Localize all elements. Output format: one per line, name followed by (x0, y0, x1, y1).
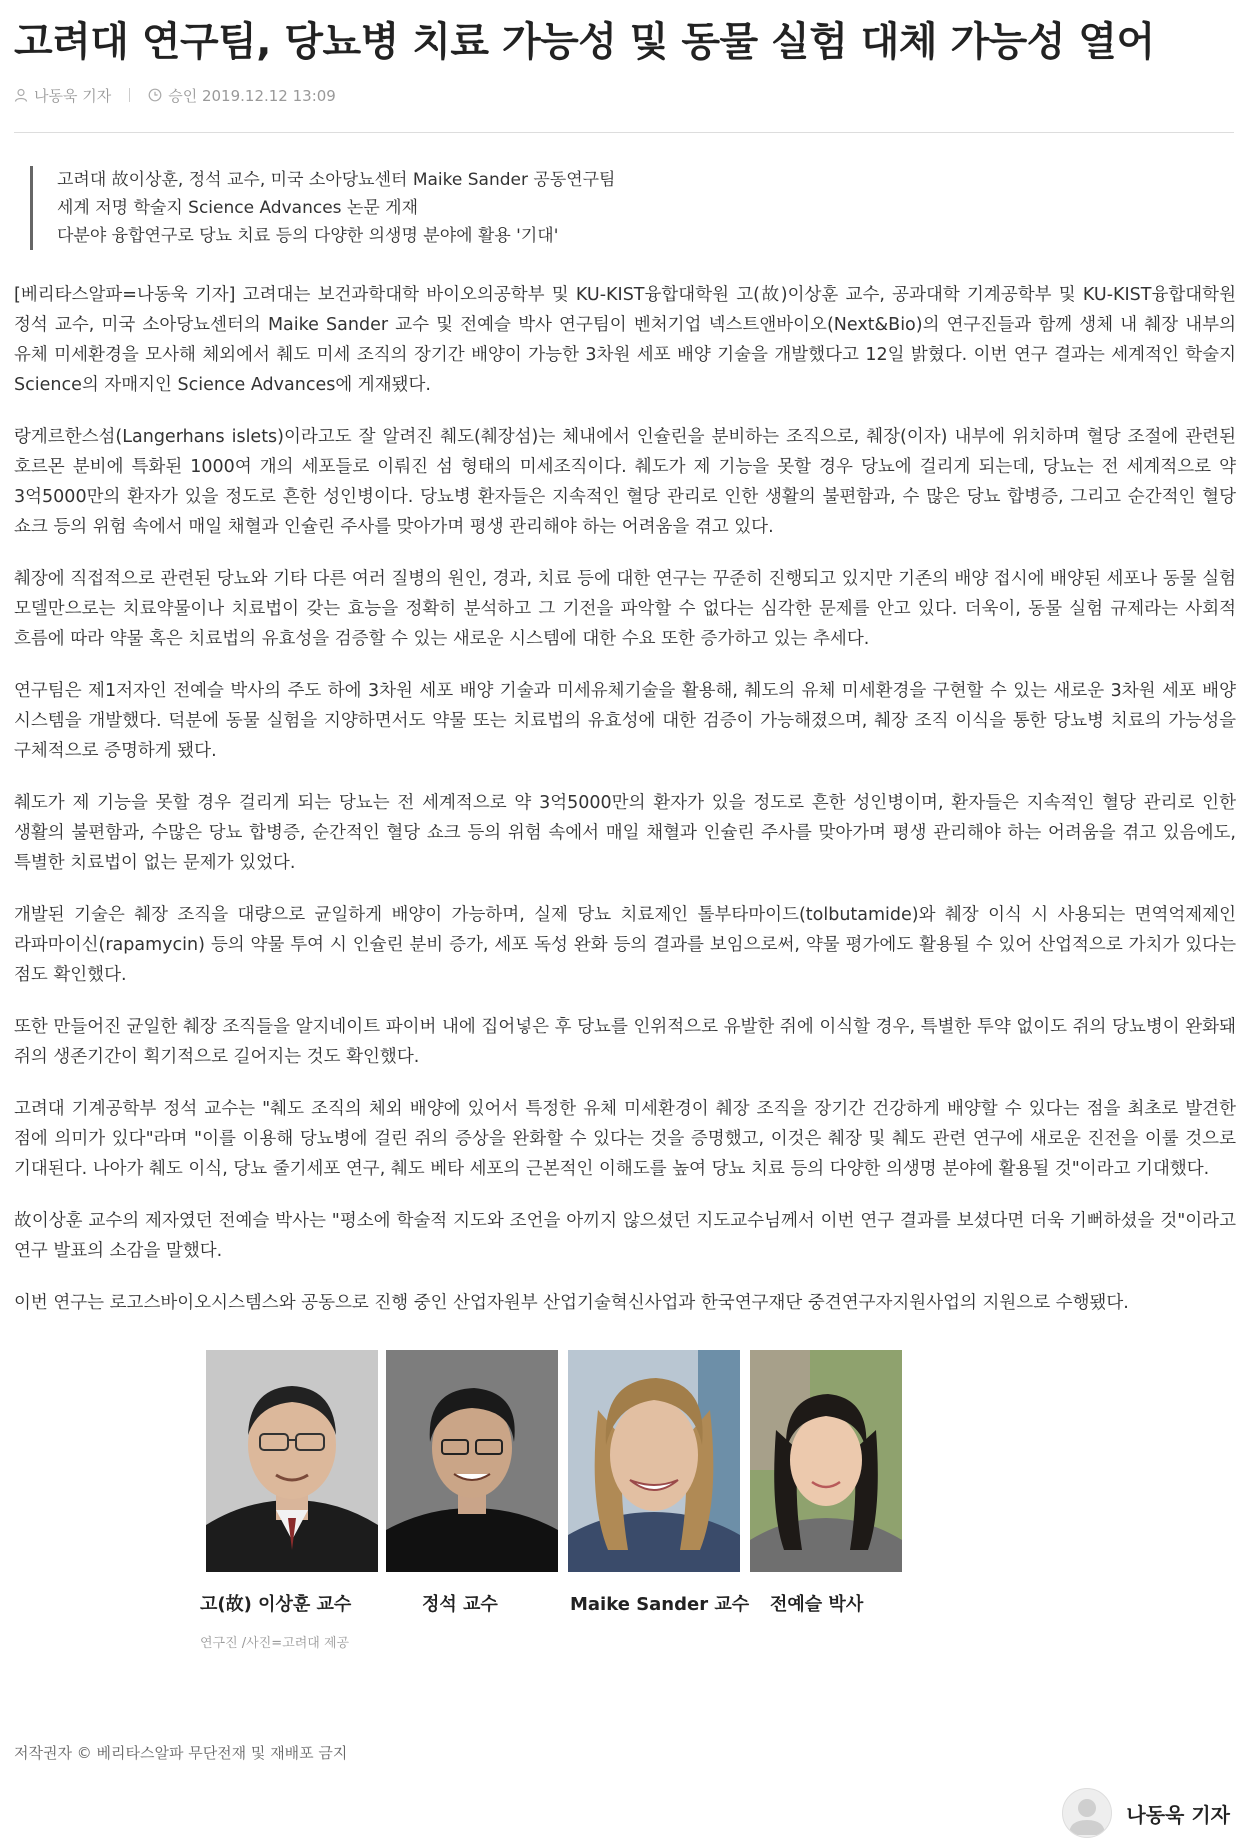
avatar-placeholder-icon (1062, 1788, 1112, 1838)
paragraph: [베리타스알파=나동욱 기자] 고려대는 보건과학대학 바이오의공학부 및 KU-KIST융합대학원 고(故)이상훈 교수, 공과대학 기계공학부 및 KU-KIST융합대학원 정석 교수, 미국 소아당뇨센터의 Maike Sander 교수 및 전예슬 박사 연구팀이 벤처기업 넥스트앤바이오(Next&Bio)의 연구진들과 함께 생체 내 췌장 내부의 유체 미세환경을 모사해 체외에서 췌도 미세 조직의 장기간 배양이 가능한 3차원 세포 배양 기술을 개발했다고 12일 밝혔다. 이번 연구 결과는 세계적인 학술지 Science의 자매지인 Science Advances에 게재됐다. (14, 285, 1236, 395)
article-title: 고려대 연구팀, 당뇨병 치료 가능성 및 동물 실험 대체 가능성 열어 (14, 19, 1155, 65)
summary-line: 고려대 故이상훈, 정석 교수, 미국 소아당뇨센터 Maike Sander 공동연구팀 (57, 170, 616, 190)
researcher-photos (200, 1350, 1060, 1615)
article-meta (14, 84, 336, 106)
summary-line: 다분야 융합연구로 당뇨 치료 등의 다양한 의생명 분야에 활용 '기대' (57, 226, 559, 246)
photo-caption: 고(故) 이상훈 교수 (200, 1594, 352, 1615)
clock-icon (148, 88, 162, 102)
photo-caption: 전예슬 박사 (770, 1594, 864, 1615)
photo-caption: Maike Sander 교수 (570, 1594, 750, 1615)
copyright-notice: 저작권자 © 베리타스알파 무단전재 및 재배포 금지 (14, 1744, 348, 1762)
article-summary (30, 166, 857, 250)
person-icon (14, 88, 28, 102)
photo-caption: 정석 교수 (422, 1594, 498, 1615)
summary-line: 세계 저명 학술지 Science Advances 논문 게재 (57, 198, 419, 218)
photo-jeong-seok[interactable] (386, 1350, 558, 1572)
paragraph: 연구팀은 제1저자인 전예슬 박사의 주도 하에 3차원 세포 배양 기술과 미세유체기술을 활용해, 췌도의 유체 미세환경을 구현할 수 있는 새로운 3차원 세포 배양 시스템을 개발했다. 덕분에 동물 실험을 지양하면서도 약물 또는 치료법의 유효성에 대한 검증이 가능해졌으며, 췌장 조직 이식을 통한 당뇨병 치료의 가능성을 구체적으로 증명하게 됐다. (14, 681, 1236, 761)
photo-credit: 연구진 /사진=고려대 제공 (200, 1636, 350, 1651)
paragraph: 또한 만들어진 균일한 췌장 조직들을 알지네이트 파이버 내에 집어넣은 후 당뇨를 인위적으로 유발한 쥐에 이식할 경우, 특별한 투약 없이도 쥐의 당뇨병이 완화돼 쥐의 생존기간이 획기적으로 길어지는 것도 확인했다. (14, 1017, 1236, 1067)
paragraph: 췌장에 직접적으로 관련된 당뇨와 기타 다른 여러 질병의 원인, 경과, 치료 등에 대한 연구는 꾸준히 진행되고 있지만 기존의 배양 접시에 배양된 세포나 동물 실험 모델만으로는 치료약물이나 치료법이 갖는 효능을 정확히 분석하고 그 기전을 파악할 수 없다는 심각한 문제를 안고 있다. 더욱이, 동물 실험 규제라는 사회적 흐름에 따라 약물 혹은 치료법의 유효성을 검증할 수 있는 새로운 시스템에 대한 수요 또한 증가하고 있는 추세다. (14, 569, 1236, 649)
photo-lee-sanghoon[interactable] (206, 1350, 378, 1572)
photo-jeon-yesl[interactable] (750, 1350, 902, 1572)
photo-maike-sander[interactable] (568, 1350, 740, 1572)
paragraph: 고려대 기계공학부 정석 교수는 "췌도 조직의 체외 배양에 있어서 특정한 유체 미세환경이 췌장 조직을 장기간 건강하게 배양할 수 있다는 점을 최초로 발견한 점에 의미가 있다"라며 "이를 이용해 당뇨병에 걸린 쥐의 증상을 완화할 수 있다는 것을 증명했고, 이것은 췌장 및 췌도 관련 연구에 새로운 진전을 이룰 것으로 기대된다. 나아가 췌도 이식, 당뇨 줄기세포 연구, 췌도 베타 세포의 근본적인 이해도를 높여 당뇨 치료 등의 다양한 의생명 분야에 활용될 것"이라고 기대했다. (14, 1099, 1236, 1179)
approved-time: 승인 2019.12.12 13:09 (168, 86, 336, 105)
paragraph: 故이상훈 교수의 제자였던 전예슬 박사는 "평소에 학술적 지도와 조언을 아끼지 않으셨던 지도교수님께서 이번 연구 결과를 보셨다면 더욱 기뻐하셨을 것"이라고 연구 발표의 소감을 말했다. (14, 1211, 1236, 1261)
article-body (14, 280, 1236, 1340)
author-box-name[interactable]: 나동욱 기자 (1126, 1802, 1230, 1827)
header-divider (14, 132, 1234, 133)
paragraph: 랑게르한스섬(Langerhans islets)이라고도 잘 알려진 췌도(췌장섬)는 체내에서 인슐린을 분비하는 조직으로, 췌장(이자) 내부에 위치하며 혈당 조절에 관련된 호르몬 분비에 특화된 1000여 개의 세포들로 이뤄진 섬 형태의 미세조직이다. 췌도가 제 기능을 못할 경우 당뇨에 걸리게 되는데, 당뇨는 전 세계적으로 약 3억5000만의 환자가 있을 정도로 흔한 성인병이다. 당뇨병 환자들은 지속적인 혈당 관리로 인한 생활의 불편함과, 수 많은 당뇨 합병증, 그리고 순간적인 혈당 쇼크 등의 위험 속에서 매일 채혈과 인슐린 주사를 맞아가며 평생 관리해야 하는 어려움을 겪고 있다. (14, 427, 1236, 537)
author-box[interactable] (1062, 1788, 1230, 1838)
paragraph: 이번 연구는 로고스바이오시스템스와 공동으로 진행 중인 산업자원부 산업기술혁신사업과 한국연구재단 중견연구자지원사업의 지원으로 수행됐다. (14, 1293, 1129, 1313)
paragraph: 개발된 기술은 췌장 조직을 대량으로 균일하게 배양이 가능하며, 실제 당뇨 치료제인 톨부타마이드(tolbutamide)와 췌장 이식 시 사용되는 면역억제제인 라파마이신(rapamycin) 등의 약물 투여 시 인슐린 분비 증가, 세포 독성 완화 등의 결과를 보임으로써, 약물 평가에도 활용될 수 있어 산업적으로 가치가 있다는 점도 확인했다. (14, 905, 1236, 985)
meta-divider (129, 88, 130, 102)
reporter-name[interactable]: 나동욱 기자 (34, 86, 112, 105)
paragraph: 췌도가 제 기능을 못할 경우 걸리게 되는 당뇨는 전 세계적으로 약 3억5000만의 환자가 있을 정도로 흔한 성인병이며, 환자들은 지속적인 혈당 관리로 인한 생활의 불편함과, 수많은 당뇨 합병증, 순간적인 혈당 쇼크 등의 위험 속에서 매일 채혈과 인슐린 주사를 맞아가며 평생 관리해야 하는 어려움을 겪고 있음에도, 특별한 치료법이 없는 문제가 있었다. (14, 793, 1236, 873)
